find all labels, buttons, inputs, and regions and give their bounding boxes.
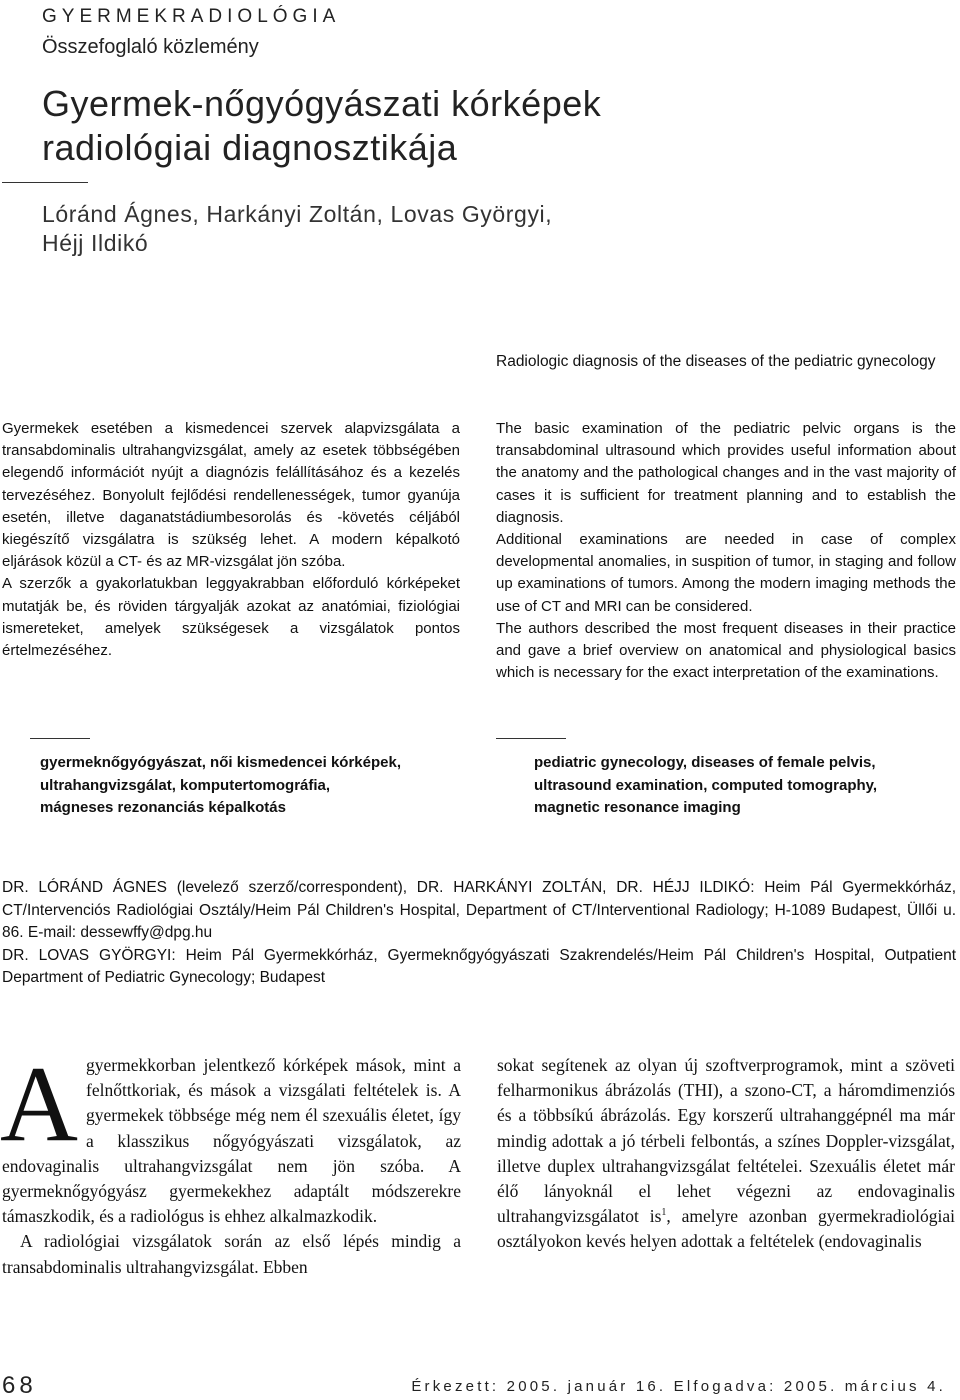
- abstract-hungarian: [2, 418, 460, 662]
- affiliation-paragraph: DR. LOVAS GYÖRGYI: Heim Pál Gyermekkórház, Gyermeknőgyógyászati Szakrendelés/Heim Pál Children's Hospital, Outpatient Department of Pediatric Gynecology; Budapest: [2, 946, 956, 986]
- keyword-line: mágneses rezonanciás képalkotás: [40, 799, 286, 816]
- citation-reference: 1: [661, 1207, 667, 1219]
- keyword-line: pediatric gynecology, diseases of female pelvis,: [534, 754, 876, 771]
- author-list: [42, 200, 922, 258]
- body-paragraph-text: , amelyre azonban gyermekradiológiai osztályokon kevés helyen adottak a feltételek (endovaginalis: [497, 1206, 955, 1252]
- drop-cap: A: [0, 1045, 78, 1164]
- title-line-2: radiológiai diagnosztikája: [42, 127, 458, 168]
- english-title: Radiologic diagnosis of the diseases of the pediatric gynecology: [496, 353, 936, 370]
- abstract-hu-paragraph: Gyermekek esetében a kismedencei szervek alapvizsgálata a transabdominalis ultrahangvizsgálat, amely az esetek többségében elegendő információt nyújt a diagnózis felállításához és a kezelés tervezéséhez. Bonyolult fejlődési rendellenességek, tumor gyanúja esetén, illetve daganatstádiumbesorolás és -követés céljából kiegészítő vizsgálatra is szükség lehet. A modern képalkotó eljárások közül a CT- és az MR-vizsgálat jön szóba.: [2, 420, 460, 571]
- keyword-line: magnetic resonance imaging: [534, 799, 741, 816]
- page-number: 68: [2, 1372, 37, 1399]
- author-affiliations: [2, 877, 956, 990]
- affiliation-paragraph: DR. LÓRÁND ÁGNES (levelező szerző/correspondent), DR. HARKÁNYI ZOLTÁN, DR. HÉJJ ILDIKÓ: Heim Pál Gyermekkórház, CT/Intervenciós Radiológiai Osztály/Heim Pál Children's Hospital, Department of CT/Interventional Radiology; H-1089 Budapest, Üllői u. 86. E-mail: dessewffy@dpg.hu: [2, 879, 956, 941]
- authors-line-1: Lóránd Ágnes, Harkányi Zoltán, Lovas Györgyi,: [42, 201, 553, 227]
- received-accepted-dates: Érkezett: 2005. január 16. Elfogadva: 2005. március 4.: [411, 1378, 946, 1395]
- keywords-en-divider: [496, 738, 566, 739]
- keywords-hu-divider: [30, 738, 90, 739]
- keyword-line: ultrahangvizsgálat, komputertomográfia,: [40, 776, 331, 794]
- abstract-hu-paragraph: A szerzők a gyakorlatukban leggyakrabban előforduló kórképeket mutatják be, és röviden tárgyalják azokat az anatómiai, fiziológiai ismereteket, amelyek szükségesek a vizsgálatok pontos értelmezéséhez.: [2, 575, 460, 660]
- body-column-left: [0, 1045, 461, 1280]
- abstract-en-paragraph: Additional examinations are needed in case of complex developmental anomalies, in suspition of tumor, in staging and follow up examinations of tumors. Among the modern imaging methods the use of CT and MRI can be considered.: [496, 531, 956, 615]
- body-paragraph-text: gyermekkorban jelentkező kórképek mások, mint a felnőttkoriak, és mások a vizsgálati feltételek is. A gyermekek többsége még nem él szexuális életet, így a klasszikus nőgyógyászati vizsgálatok, az endovaginalis ultrahangvizsgálat nem jön szóba. A gyermeknőgyógyász gyermekekhez adaptált módszerekre támaszkodik, és a radiológus is ehhez alkalmazkodik.: [2, 1055, 461, 1227]
- title-divider: [2, 182, 88, 183]
- abstract-en-paragraph: The authors described the most frequent diseases in their practice and gave a brief overview on anatomical and physiological basics which is necessary for the exact interpretation of the examinations.: [496, 619, 956, 682]
- article-title: [42, 82, 922, 170]
- keywords-hungarian: [40, 752, 401, 820]
- article-type: Összefoglaló közlemény: [42, 36, 259, 58]
- body-paragraph: [497, 1053, 955, 1255]
- keyword-line: ultrasound examination, computed tomography,: [534, 776, 878, 794]
- abstract-english: [496, 418, 956, 684]
- section-label: GYERMEKRADIOLÓGIA: [42, 6, 341, 27]
- keyword-line: gyermeknőgyógyászat, női kismedencei kórképek,: [40, 754, 401, 771]
- abstract-en-paragraph: The basic examination of the pediatric pelvic organs is the transabdominal ultrasound which provides useful information about the anatomy and the pathological changes and in the vast majority of cases it is sufficient for treatment planning and to establish the diagnosis.: [496, 420, 956, 526]
- body-paragraph: [0, 1045, 461, 1229]
- body-paragraph: A radiológiai vizsgálatok során az első lépés mindig a transabdominalis ultrahangvizsgálat. Ebben: [2, 1231, 461, 1277]
- body-column-right: [497, 1053, 955, 1255]
- body-paragraph-text: sokat segítenek az olyan új szoftverprogramok, mint a szöveti felharmonikus ábrázolás (THI), a szono-CT, a háromdimenziós és a többsíkú ábrázolás. Egy korszerű ultrahanggépnél ma már mindig adottak a jó térbeli felbontás, a színes Doppler-vizsgálat, illetve duplex ultrahangvizsgálat feltételei. Szexuális életet már élő lányoknál el lehet végezni az endovaginalis ultrahangvizsgálatot is: [497, 1055, 955, 1227]
- authors-line-2: Héjj Ildikó: [42, 230, 149, 256]
- keywords-english: [534, 752, 877, 820]
- title-line-1: Gyermek-nőgyógyászati kórképek: [42, 83, 602, 124]
